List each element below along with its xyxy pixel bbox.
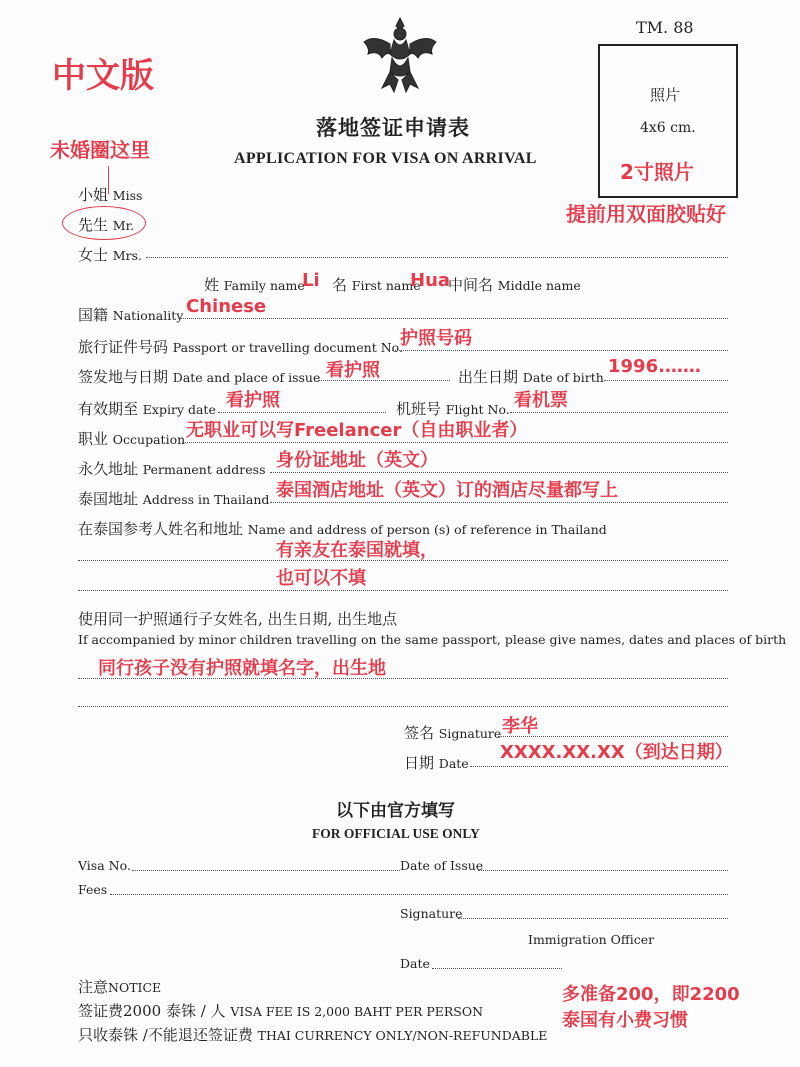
photo-tip-note: 提前用双面胶贴好 <box>566 202 726 226</box>
passport-dotted-line <box>392 350 728 351</box>
notice-currency: 只收泰铢 /不能退还签证费 THAI CURRENCY ONLY/NON-REFUNDABLE <box>78 1026 548 1044</box>
form-title-cn: 落地签证申请表 <box>316 115 470 140</box>
nationality-label: 国籍 Nationality <box>78 306 184 324</box>
official-signature-label: Signature <box>400 906 463 921</box>
children-value[interactable]: 同行孩子没有护照就填名字，出生地 <box>98 658 386 679</box>
title-miss: 小姐 Miss <box>78 186 143 204</box>
mrs-dotted-line <box>146 257 728 258</box>
date-label: 日期 Date <box>404 754 469 772</box>
family-name-value[interactable]: Li <box>302 270 320 291</box>
passport-label: 旅行证件号码 Passport or travelling document No. <box>78 338 403 356</box>
issue-value[interactable]: 看护照 <box>326 360 380 381</box>
official-title-en: FOR OFFICIAL USE ONLY <box>312 826 480 841</box>
official-signature-dotted-line <box>458 918 728 919</box>
photo-box-label: 照片 <box>650 86 681 104</box>
signature-value[interactable]: 李华 <box>502 716 538 737</box>
official-date-label: Date <box>400 956 430 971</box>
visa-no-label: Visa No. <box>78 858 131 873</box>
passport-value[interactable]: 护照号码 <box>400 328 472 349</box>
immigration-officer-label: Immigration Officer <box>528 932 655 947</box>
fee-tip-line1: 多准备200，即2200 <box>562 984 740 1005</box>
photo-box-size: 4x6 cm. <box>640 120 696 136</box>
notice-title: 注意NOTICE <box>78 978 162 996</box>
family-name-label: 姓 Family name <box>204 276 305 294</box>
children-label-en: If accompanied by minor children travelling on the same passport, please give names, dates and places of birth <box>78 632 787 647</box>
reference-label: 在泰国参考人姓名和地址 Name and address of person (s) of reference in Thailand <box>78 520 607 538</box>
flight-label: 机班号 Flight No. <box>396 400 510 418</box>
signature-dotted-line <box>498 736 728 737</box>
flight-value[interactable]: 看机票 <box>514 390 568 411</box>
fee-tip-line2: 泰国有小费习惯 <box>562 1010 688 1031</box>
title-mr: 先生 Mr. <box>78 216 135 234</box>
occupation-dotted-line <box>182 442 728 443</box>
thai-address-value[interactable]: 泰国酒店地址（英文）订的酒店尽量都写上 <box>276 480 618 501</box>
expiry-value[interactable]: 看护照 <box>226 390 280 411</box>
fees-label: Fees <box>78 882 108 897</box>
signature-label: 签名 Signature <box>404 724 502 742</box>
permanent-address-label: 永久地址 Permanent address <box>78 460 266 478</box>
children-dotted-line-2 <box>78 706 728 707</box>
children-dotted-line-1 <box>78 678 728 679</box>
reference-note-line2: 也可以不填 <box>276 568 366 589</box>
photo-size-note: 2寸照片 <box>620 160 694 184</box>
first-name-value[interactable]: Hua <box>410 270 451 291</box>
date-of-issue-dotted-line <box>478 870 728 871</box>
visa-no-dotted-line <box>132 870 400 871</box>
fees-dotted-line <box>110 894 728 895</box>
form-title-en: APPLICATION FOR VISA ON ARRIVAL <box>234 150 537 167</box>
reference-note-line1[interactable]: 有亲友在泰国就填， <box>276 540 438 561</box>
middle-name-label: 中间名 Middle name <box>448 276 581 294</box>
chinese-version-badge: 中文版 <box>52 56 154 96</box>
mr-selection-circle <box>62 206 146 240</box>
children-label-cn: 使用同一护照通行子女姓名, 出生日期, 出生地点 <box>78 610 398 628</box>
birth-dotted-line <box>604 380 728 381</box>
flight-dotted-line <box>510 412 728 413</box>
reference-dotted-line-1 <box>78 560 728 561</box>
first-name-label: 名 First name <box>332 276 421 294</box>
permanent-address-value[interactable]: 身份证地址（英文） <box>276 450 438 471</box>
form-code: TM. 88 <box>636 18 694 37</box>
nationality-value[interactable]: Chinese <box>186 296 267 317</box>
birth-label: 出生日期 Date of birth <box>458 368 604 386</box>
expiry-label: 有效期至 Expiry date <box>78 400 216 418</box>
birth-value[interactable]: 1996.…… <box>608 356 701 377</box>
official-title-cn: 以下由官方填写 <box>336 801 455 821</box>
official-date-dotted-line <box>432 968 562 969</box>
notice-fee: 签证费2000 泰铢 / 人 VISA FEE IS 2,000 BAHT PER PERSON <box>78 1002 484 1020</box>
occupation-value[interactable]: 无职业可以写Freelancer（自由职业者） <box>186 420 528 441</box>
issue-dotted-line <box>318 380 450 381</box>
thai-address-label: 泰国地址 Address in Thailand <box>78 490 270 508</box>
date-of-issue-label: Date of Issue <box>400 858 484 873</box>
nationality-dotted-line <box>180 318 728 319</box>
garuda-emblem-icon <box>360 14 440 96</box>
permanent-address-dotted-line <box>270 472 728 473</box>
title-mrs: 女士 Mrs. <box>78 246 142 264</box>
date-value[interactable]: XXXX.XX.XX（到达日期） <box>500 742 733 763</box>
date-dotted-line <box>470 766 728 767</box>
thai-address-dotted-line <box>270 502 728 503</box>
reference-dotted-line-2 <box>78 590 728 591</box>
unmarried-note: 未婚圈这里 <box>50 138 150 162</box>
occupation-label: 职业 Occupation <box>78 430 186 448</box>
issue-label: 签发地与日期 Date and place of issue <box>78 368 321 386</box>
expiry-dotted-line <box>218 412 386 413</box>
